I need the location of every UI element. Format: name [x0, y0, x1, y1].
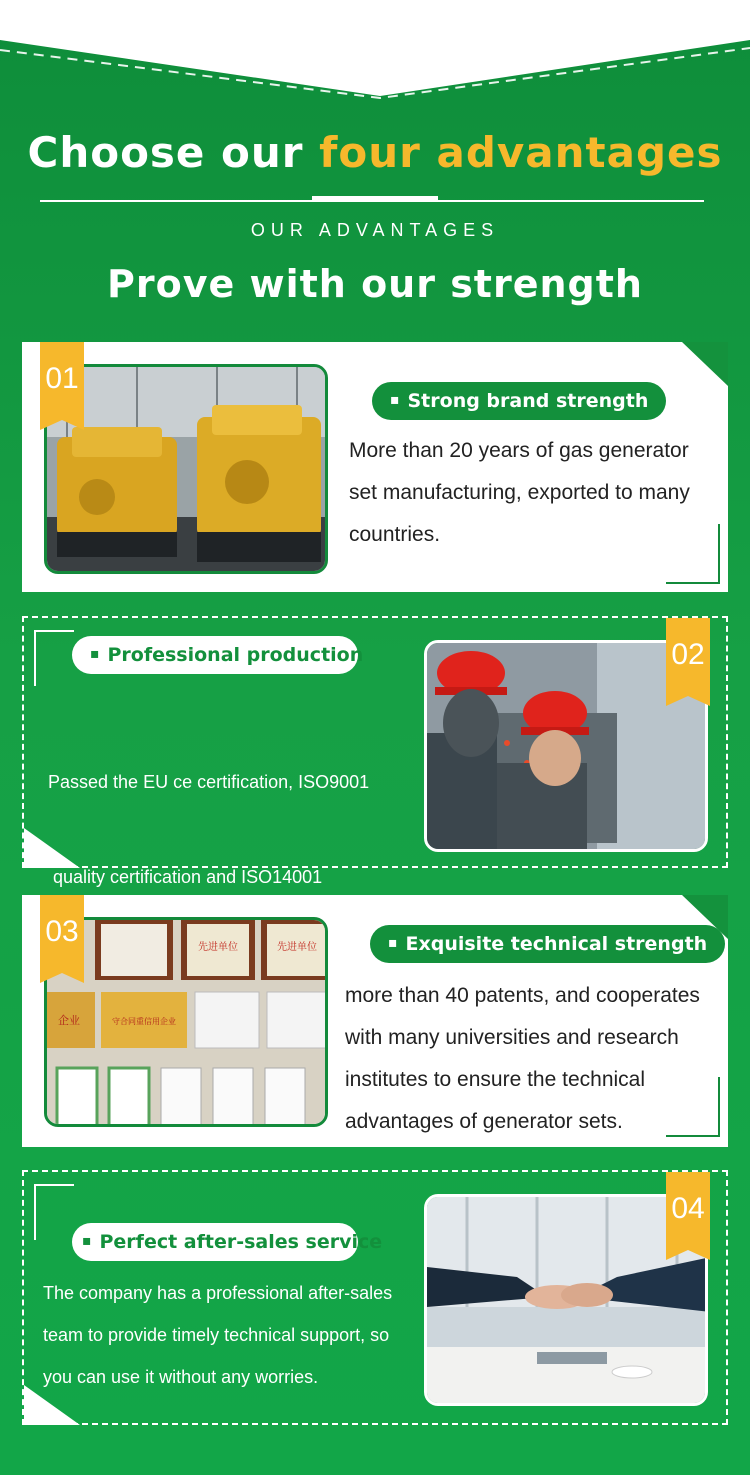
- card-bracket-decoration: [666, 1077, 720, 1137]
- advantage-card-3: [22, 895, 728, 1147]
- description-line: institutes to ensure the technical: [345, 1068, 646, 1091]
- advantage-card-2: [22, 616, 728, 887]
- advantage-description: [349, 430, 719, 556]
- advantage-number-badge: 03: [40, 895, 84, 973]
- section-subtitle: OUR ADVANTAGES: [250, 220, 500, 240]
- advantage-title: Strong brand strength: [407, 390, 649, 412]
- title-divider-accent: [312, 196, 438, 202]
- advantage-title: Perfect after-sales service: [99, 1231, 383, 1253]
- advantage-title: Professional production: [107, 644, 364, 666]
- title-white-part: Choose our: [27, 128, 320, 177]
- advantage-number-badge: 02: [666, 618, 710, 696]
- top-chevron-background: [0, 0, 750, 110]
- advantage-title-pill: [72, 636, 364, 674]
- advantage-title-pill: [72, 1223, 383, 1261]
- description-line: you can use it without any worries.: [43, 1367, 319, 1387]
- cert-text: 先进单位: [198, 942, 238, 953]
- cert-text: 企业: [58, 1014, 80, 1027]
- description-line: The company has a professional after-sales: [43, 1283, 393, 1303]
- description-line: quality certification and ISO14001: [48, 866, 323, 887]
- bullet-icon: ▪: [390, 392, 400, 408]
- description-line: team to provide timely technical support, so: [43, 1325, 390, 1345]
- bullet-icon: ▪: [388, 935, 398, 951]
- description-line: More than 20 years of gas generator: [349, 439, 689, 462]
- description-line: more than 40 patents, and cooperates: [345, 984, 700, 1007]
- page-title: [0, 128, 750, 177]
- card-corner-decoration: [682, 342, 728, 386]
- description-line: countries.: [349, 523, 441, 546]
- card-bracket-decoration: [34, 630, 74, 686]
- advantage-number-badge: 04: [666, 1172, 710, 1250]
- advantage-card-4: [22, 1170, 728, 1425]
- card-bracket-decoration: [666, 524, 720, 584]
- advantage-description: [43, 1272, 423, 1398]
- certificates-wall-photo: [44, 917, 328, 1127]
- card-bracket-decoration: [34, 1184, 74, 1240]
- bullet-icon: ▪: [82, 1233, 92, 1249]
- bullet-icon: ▪: [90, 646, 100, 662]
- generator-engines-photo: [44, 364, 328, 574]
- cert-text: 先进单位: [277, 942, 317, 953]
- description-line: Passed the EU ce certification, ISO9001: [48, 772, 370, 792]
- advantage-title-pill: [372, 382, 666, 420]
- description-line: advantages of generator sets.: [345, 1110, 623, 1133]
- advantage-title: Exquisite technical strength: [405, 933, 708, 955]
- advantage-title-pill: [370, 925, 725, 963]
- description-line: with many universities and research: [345, 1026, 679, 1049]
- advantage-card-1: [22, 342, 728, 592]
- cert-text: 守合同重信用企业: [112, 1017, 176, 1026]
- section-headline: Prove with our strength: [107, 262, 643, 306]
- advantage-number-badge: 01: [40, 342, 84, 420]
- title-highlight-part: four advantages: [319, 128, 723, 177]
- description-line: set manufacturing, exported to many: [349, 481, 690, 504]
